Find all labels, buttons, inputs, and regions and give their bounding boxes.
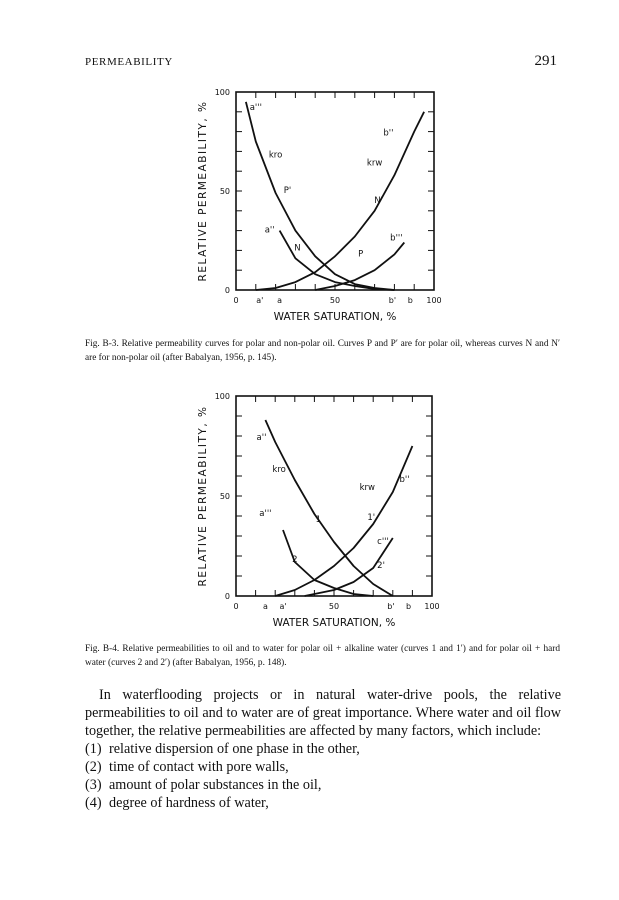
figure-b4-caption: Fig. B-4. Relative permeabilities to oil and to water for polar oil + alkaline water (curves 1 and 1′) and for polar oil + hard water (curves 2 and 2′) (after Babalyan, 1956, p. 148). [85, 644, 560, 668]
curve-label: P' [283, 185, 292, 196]
page-number: 291 [534, 53, 557, 69]
x-tick-label: a [277, 296, 283, 305]
figure-b3-chart [0, 80, 619, 330]
y-tick-label: 50 [219, 492, 230, 501]
y-axis-label: RELATIVE PERMEABILITY, % [197, 100, 209, 282]
curve-label: N' [374, 195, 383, 206]
list-item: (2) time of contact with pore walls, [85, 759, 289, 775]
curve-label: krw [366, 158, 383, 169]
figure-b3-caption: Fig. B-3. Relative permeability curves for polar and non-polar oil. Curves P and P′ are for polar oil, whereas curves N and N′ are for non-polar oil (after Babalyan, 1956, p. 145). [85, 339, 560, 363]
curve-label: a''' [249, 102, 262, 113]
series-line [275, 446, 412, 596]
curve-label: a'' [256, 433, 267, 443]
series-line [246, 102, 395, 290]
x-axis-label: WATER SATURATION, % [273, 311, 397, 323]
x-tick-label: 0 [233, 296, 239, 305]
curve-label: kro [268, 150, 283, 161]
figure-b3 [0, 80, 619, 330]
curve-label: c''' [377, 537, 389, 547]
x-tick-label: 100 [424, 602, 440, 611]
x-tick-label: b [407, 296, 413, 305]
curve-label: krw [359, 483, 376, 493]
curve-label: P [358, 249, 364, 260]
curve-label: 2 [292, 555, 298, 565]
x-tick-label: a' [256, 296, 264, 305]
x-axis-label: WATER SATURATION, % [272, 617, 396, 629]
plot-frame [236, 92, 434, 290]
curve-label: b''' [390, 233, 403, 244]
curve-label: a'' [264, 225, 275, 236]
curve-label: kro [272, 465, 286, 475]
figure-b4-chart [0, 382, 619, 632]
y-tick-label: 0 [224, 286, 230, 295]
curve-label: 1' [367, 513, 376, 523]
x-tick-label: a [262, 602, 268, 611]
y-tick-label: 100 [214, 392, 230, 401]
list-item: (1) relative dispersion of one phase in the other, [85, 741, 360, 757]
curve-label: N [294, 243, 301, 254]
series-line [256, 112, 424, 290]
curve-label: 2' [377, 561, 385, 571]
figure-b4 [0, 382, 619, 632]
x-tick-label: b' [388, 296, 397, 305]
y-tick-label: 0 [224, 592, 230, 601]
y-tick-label: 50 [219, 187, 230, 196]
list-item: (3) amount of polar substances in the oil, [85, 777, 322, 793]
curve-label: a''' [259, 509, 272, 519]
y-axis-label: RELATIVE PERMEABILITY, % [197, 405, 209, 587]
x-tick-label: b' [387, 602, 395, 611]
x-tick-label: b [405, 602, 412, 611]
curve-label: b'' [383, 128, 394, 139]
x-tick-label: 50 [328, 602, 340, 611]
x-tick-label: 50 [329, 296, 341, 305]
body-text [85, 686, 561, 812]
factor-list [85, 740, 561, 812]
x-tick-label: 100 [426, 296, 442, 305]
running-header: PERMEABILITY [85, 56, 173, 68]
body-paragraph: In waterflooding projects or in natural water-drive pools, the relative permeabilities to oil and to water are of great importance. Where water and oil flow together, the relative permeabilities are affected by many factors, which include: [85, 687, 561, 739]
x-tick-label: a' [279, 602, 287, 611]
y-tick-label: 100 [214, 88, 230, 97]
list-item: (4) degree of hardness of water, [85, 795, 269, 811]
curve-label: b'' [399, 475, 410, 485]
x-tick-label: 0 [233, 602, 239, 611]
curve-label: 1 [315, 515, 322, 525]
